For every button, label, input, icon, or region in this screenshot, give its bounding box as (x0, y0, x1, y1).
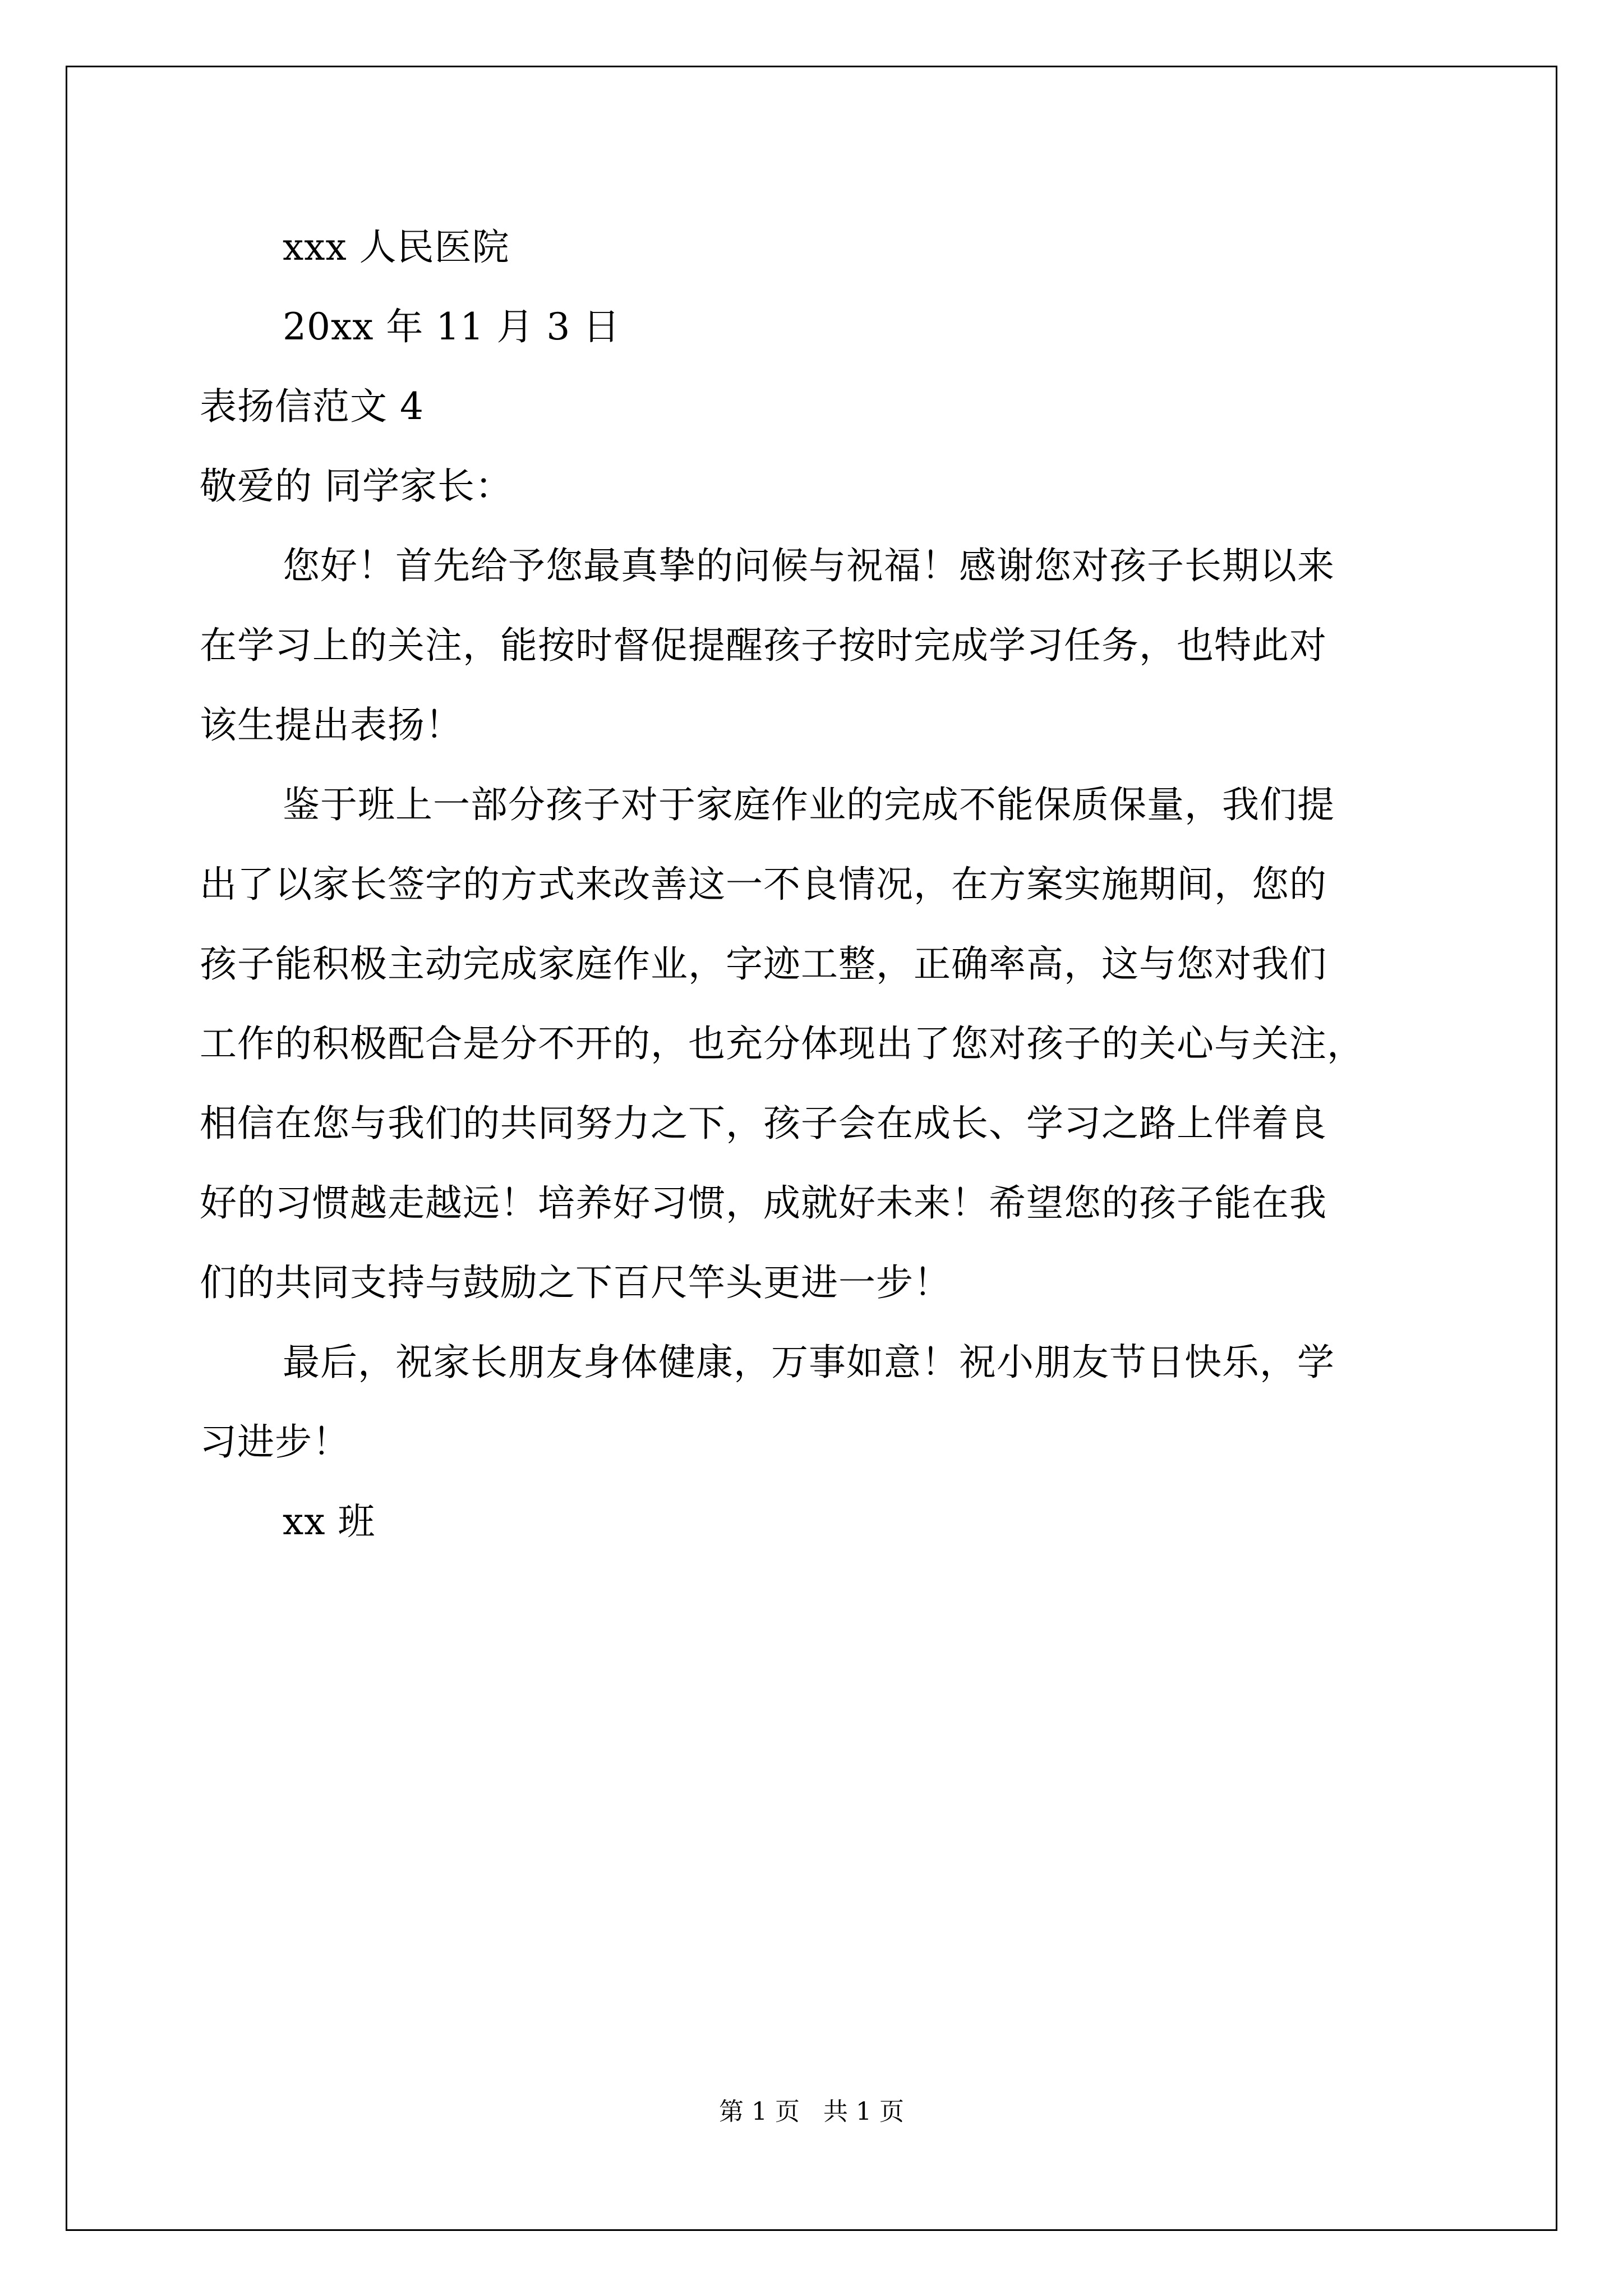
paragraph-closing (200, 1323, 1467, 1482)
letter-title: 表扬信范文 4 (200, 385, 424, 428)
paragraph-body (200, 765, 1467, 1323)
paragraph-line: 孩子能积极主动完成家庭作业，字迹工整，正确率高，这与您对我们 (200, 942, 1327, 986)
paragraph-line: 您好！首先给予您最真挚的问候与祝福！感谢您对孩子长期以来 (283, 544, 1335, 587)
hospital-name: xxx 人民医院 (283, 226, 510, 269)
paragraph-greeting (200, 526, 1467, 765)
paragraph-line: 工作的积极配合是分不开的，也充分体现出了您对孩子的关心与关注， (200, 1022, 1364, 1065)
paragraph-line: 习进步！ (200, 1420, 350, 1464)
paragraph-line: 相信在您与我们的共同努力之下，孩子会在成长、学习之路上伴着良 (200, 1102, 1327, 1145)
paragraph-line: 鉴于班上一部分孩子对于家庭作业的完成不能保质保量，我们提 (283, 783, 1335, 826)
page-number: 第 1 页 共 1 页 (719, 2097, 904, 2126)
paragraph-line: 最后，祝家长朋友身体健康，万事如意！祝小朋友节日快乐，学 (283, 1341, 1335, 1384)
paragraph-line: 们的共同支持与鼓励之下百尺竿头更进一步！ (200, 1261, 951, 1304)
document-date: 20xx 年 11 月 3 日 (283, 305, 621, 348)
paragraph-line: 好的习惯越走越远！培养好习惯，成就好未来！希望您的孩子能在我 (200, 1181, 1327, 1225)
document-body (200, 208, 1467, 1562)
paragraph-line: 该生提出表扬！ (200, 703, 463, 747)
signature: xx 班 (283, 1500, 376, 1543)
paragraph-line: 在学习上的关注，能按时督促提醒孩子按时完成学习任务，也特此对 (200, 624, 1327, 667)
paragraph-line: 出了以家长签字的方式来改善这一不良情况，在方案实施期间，您的 (200, 863, 1327, 906)
salutation: 敬爱的 同学家长： (200, 464, 513, 508)
